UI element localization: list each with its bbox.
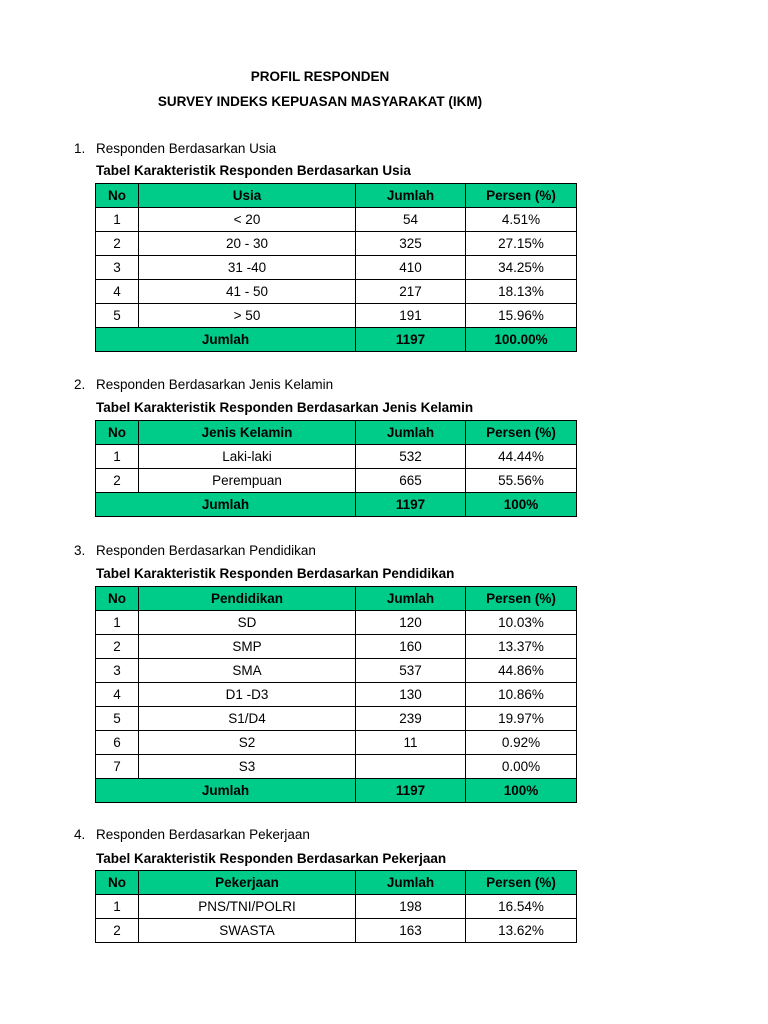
table-row xyxy=(96,256,577,280)
column-header-persen: Persen (%) xyxy=(466,421,577,445)
table-row xyxy=(96,469,577,493)
column-header-no: No xyxy=(96,184,139,208)
cell-jumlah: 54 xyxy=(356,208,466,232)
column-header-persen: Persen (%) xyxy=(466,871,577,895)
cell-jumlah: 191 xyxy=(356,304,466,328)
cell-persen: 27.15% xyxy=(466,232,577,256)
cell-persen: 10.03% xyxy=(466,611,577,635)
total-persen: 100% xyxy=(466,779,577,803)
cell-persen: 0.92% xyxy=(466,731,577,755)
cell-no: 2 xyxy=(96,919,139,943)
cell-category: SMA xyxy=(139,659,356,683)
cell-persen: 10.86% xyxy=(466,683,577,707)
table-row xyxy=(96,208,577,232)
cell-jumlah: 120 xyxy=(356,611,466,635)
table-row xyxy=(96,611,577,635)
cell-jumlah: 160 xyxy=(356,635,466,659)
cell-category: SWASTA xyxy=(139,919,356,943)
cell-persen: 19.97% xyxy=(466,707,577,731)
table-caption-usia: Tabel Karakteristik Responden Berdasarkan Usia xyxy=(96,163,411,178)
cell-persen: 4.51% xyxy=(466,208,577,232)
cell-category: SD xyxy=(139,611,356,635)
cell-category: PNS/TNI/POLRI xyxy=(139,895,356,919)
column-header-no: No xyxy=(96,421,139,445)
cell-no: 1 xyxy=(96,611,139,635)
cell-persen: 15.96% xyxy=(466,304,577,328)
column-header-jumlah: Jumlah xyxy=(356,421,466,445)
total-label: Jumlah xyxy=(96,779,356,803)
table-row xyxy=(96,683,577,707)
section-number: 3. xyxy=(74,543,86,558)
cell-jumlah: 325 xyxy=(356,232,466,256)
cell-category: SMP xyxy=(139,635,356,659)
total-persen: 100.00% xyxy=(466,328,577,352)
cell-no: 5 xyxy=(96,304,139,328)
cell-category: S3 xyxy=(139,755,356,779)
cell-no: 2 xyxy=(96,635,139,659)
column-header-jumlah: Jumlah xyxy=(356,587,466,611)
table-row xyxy=(96,232,577,256)
section-heading-text: Responden Berdasarkan Pendidikan xyxy=(96,543,316,558)
cell-no: 3 xyxy=(96,256,139,280)
cell-persen: 0.00% xyxy=(466,755,577,779)
section-number: 2. xyxy=(74,377,86,392)
document-title-line-2: SURVEY INDEKS KEPUASAN MASYARAKAT (IKM) xyxy=(157,94,483,109)
total-label: Jumlah xyxy=(96,328,356,352)
column-header-jumlah: Jumlah xyxy=(356,871,466,895)
section-heading-text: Responden Berdasarkan Pekerjaan xyxy=(96,827,310,842)
table-row xyxy=(96,895,577,919)
cell-category: 20 - 30 xyxy=(139,232,356,256)
table-total-row xyxy=(96,779,577,803)
column-header-category: Usia xyxy=(139,184,356,208)
section-number: 4. xyxy=(74,827,86,842)
table-pendidikan xyxy=(95,586,577,803)
cell-category: < 20 xyxy=(139,208,356,232)
cell-jumlah: 537 xyxy=(356,659,466,683)
cell-jumlah xyxy=(356,755,466,779)
table-row xyxy=(96,280,577,304)
cell-no: 4 xyxy=(96,683,139,707)
cell-jumlah: 11 xyxy=(356,731,466,755)
column-header-no: No xyxy=(96,871,139,895)
cell-jumlah: 217 xyxy=(356,280,466,304)
document-title-line-1: PROFIL RESPONDEN xyxy=(250,69,390,84)
table-total-row xyxy=(96,493,577,517)
total-jumlah: 1197 xyxy=(356,328,466,352)
cell-persen: 44.44% xyxy=(466,445,577,469)
cell-jumlah: 239 xyxy=(356,707,466,731)
cell-no: 2 xyxy=(96,469,139,493)
cell-category: 41 - 50 xyxy=(139,280,356,304)
column-header-no: No xyxy=(96,587,139,611)
section-number: 1. xyxy=(74,141,86,156)
table-caption-pendidikan: Tabel Karakteristik Responden Berdasarkan Pendidikan xyxy=(96,566,455,581)
cell-no: 2 xyxy=(96,232,139,256)
cell-persen: 34.25% xyxy=(466,256,577,280)
section-heading-text: Responden Berdasarkan Jenis Kelamin xyxy=(96,377,334,392)
cell-persen: 44.86% xyxy=(466,659,577,683)
table-row xyxy=(96,755,577,779)
section-heading-pekerjaan xyxy=(74,827,310,842)
table-row xyxy=(96,445,577,469)
cell-no: 3 xyxy=(96,659,139,683)
cell-persen: 16.54% xyxy=(466,895,577,919)
cell-no: 1 xyxy=(96,208,139,232)
table-header-row xyxy=(96,184,577,208)
table-caption-jenis-kelamin: Tabel Karakteristik Responden Berdasarkan Jenis Kelamin xyxy=(96,400,474,415)
column-header-category: Pendidikan xyxy=(139,587,356,611)
cell-category: > 50 xyxy=(139,304,356,328)
table-header-row xyxy=(96,421,577,445)
table-row xyxy=(96,919,577,943)
table-pekerjaan xyxy=(95,870,577,943)
table-row xyxy=(96,707,577,731)
total-jumlah: 1197 xyxy=(356,493,466,517)
cell-jumlah: 130 xyxy=(356,683,466,707)
table-row xyxy=(96,304,577,328)
cell-jumlah: 665 xyxy=(356,469,466,493)
cell-jumlah: 532 xyxy=(356,445,466,469)
column-header-jumlah: Jumlah xyxy=(356,184,466,208)
cell-persen: 55.56% xyxy=(466,469,577,493)
cell-jumlah: 410 xyxy=(356,256,466,280)
table-header-row xyxy=(96,871,577,895)
cell-no: 1 xyxy=(96,895,139,919)
cell-category: S2 xyxy=(139,731,356,755)
section-heading-usia xyxy=(74,141,276,156)
cell-category: Perempuan xyxy=(139,469,356,493)
table-jenis-kelamin xyxy=(95,420,577,517)
table-row xyxy=(96,635,577,659)
cell-no: 6 xyxy=(96,731,139,755)
table-usia xyxy=(95,183,577,352)
cell-category: S1/D4 xyxy=(139,707,356,731)
cell-persen: 13.62% xyxy=(466,919,577,943)
cell-no: 4 xyxy=(96,280,139,304)
section-heading-pendidikan xyxy=(74,543,316,558)
column-header-category: Pekerjaan xyxy=(139,871,356,895)
total-persen: 100% xyxy=(466,493,577,517)
table-caption-pekerjaan: Tabel Karakteristik Responden Berdasarkan Pekerjaan xyxy=(96,851,447,866)
cell-no: 7 xyxy=(96,755,139,779)
table-row xyxy=(96,731,577,755)
cell-persen: 13.37% xyxy=(466,635,577,659)
cell-no: 5 xyxy=(96,707,139,731)
table-row xyxy=(96,659,577,683)
column-header-category: Jenis Kelamin xyxy=(139,421,356,445)
column-header-persen: Persen (%) xyxy=(466,587,577,611)
column-header-persen: Persen (%) xyxy=(466,184,577,208)
cell-jumlah: 163 xyxy=(356,919,466,943)
table-header-row xyxy=(96,587,577,611)
section-heading-jenis-kelamin xyxy=(74,377,333,392)
total-label: Jumlah xyxy=(96,493,356,517)
total-jumlah: 1197 xyxy=(356,779,466,803)
table-total-row xyxy=(96,328,577,352)
cell-category: 31 -40 xyxy=(139,256,356,280)
cell-category: D1 -D3 xyxy=(139,683,356,707)
cell-persen: 18.13% xyxy=(466,280,577,304)
cell-category: Laki-laki xyxy=(139,445,356,469)
cell-no: 1 xyxy=(96,445,139,469)
section-heading-text: Responden Berdasarkan Usia xyxy=(96,141,277,156)
cell-jumlah: 198 xyxy=(356,895,466,919)
